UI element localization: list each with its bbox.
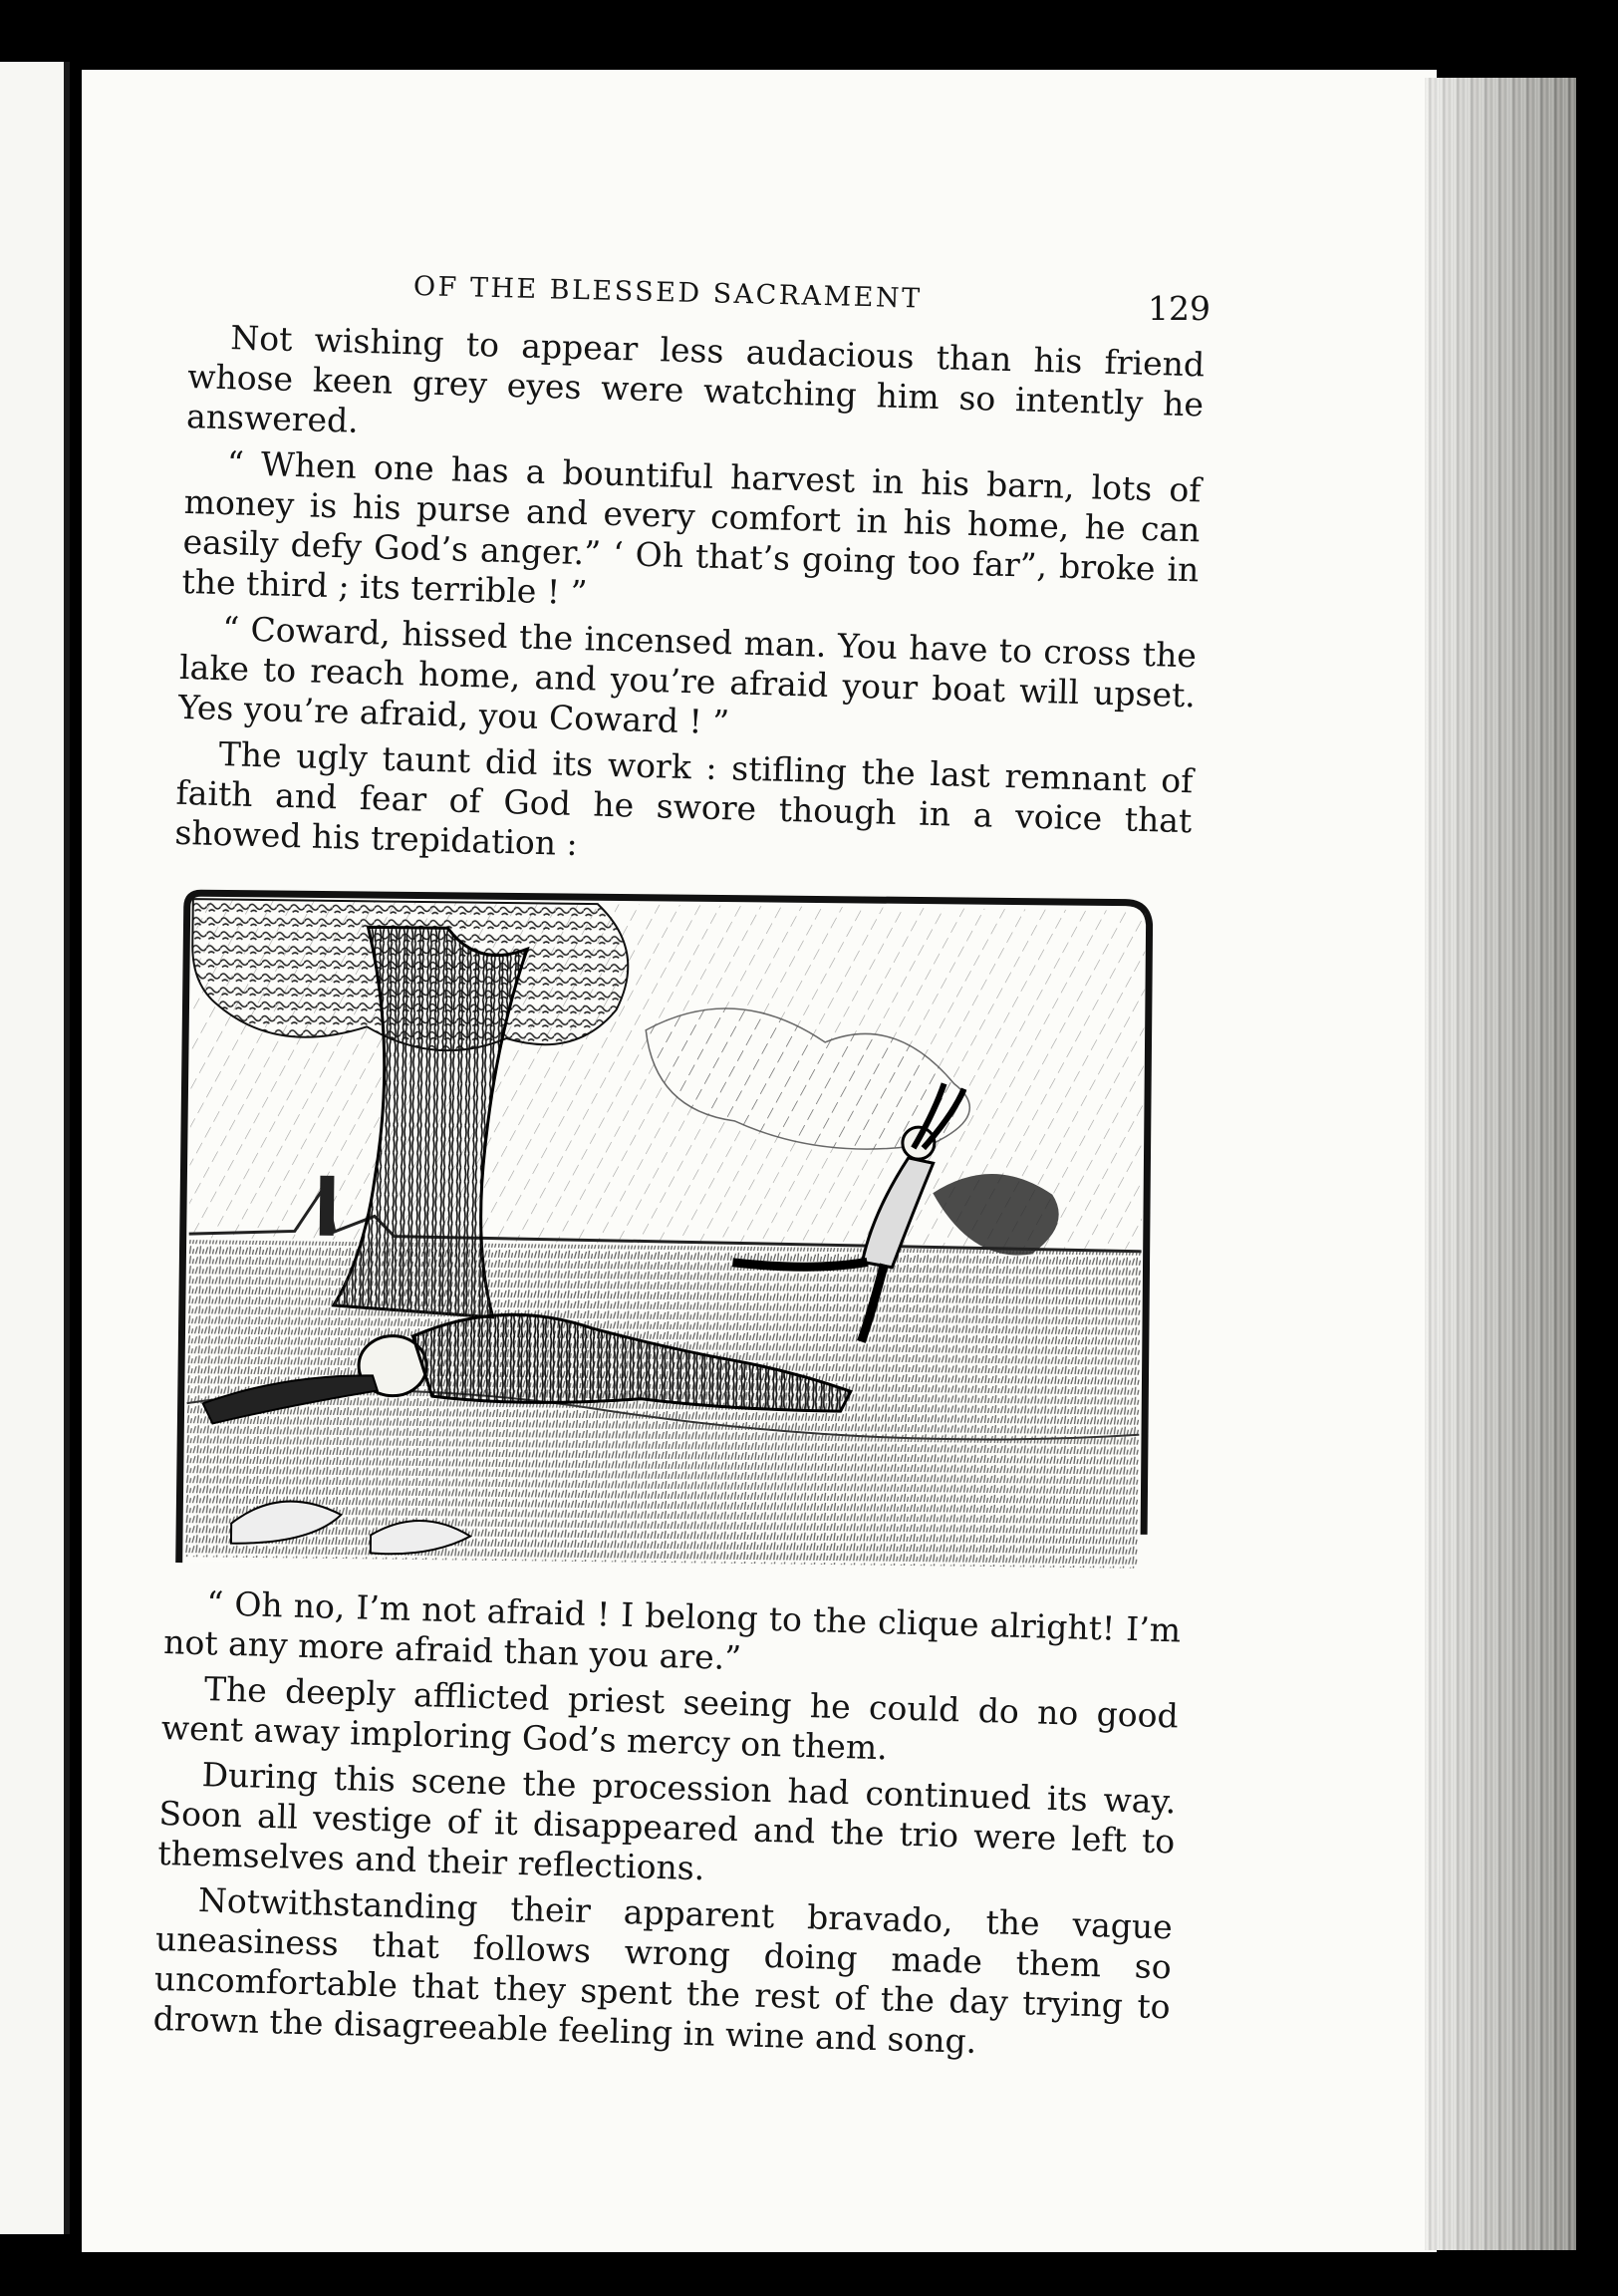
running-head-title: OF THE BLESSED SACRAMENT: [412, 271, 923, 315]
left-page-edge: [0, 62, 70, 2234]
page-number: 129: [1148, 289, 1211, 328]
paragraph: Not wishing to appear less audacious than his friend whose keen grey eyes were watching him so intently he answered.: [185, 318, 1206, 440]
paragraph: “ When one has a bountiful harvest in his barn, lots of money is his purse and every comfort in his home, he can easily defy God’s anger.” ‘ Oh that’s going too far”, broke in the third ; its terrible ! ”: [181, 443, 1203, 613]
paragraph: Notwithstanding their apparent bravado, the vague uneasiness that follows wrong doing made them so uncomfortable that they spent the rest of the day trying to drown the disagreeable feeling in wine and song.: [152, 1880, 1174, 2061]
paragraph: “ Oh no, I’m not afraid ! I belong to the clique alright! I’m not any more afraid than you are.”: [162, 1583, 1182, 1678]
paragraph: During this scene the procession had continued its way. Soon all vestige of it disappeared and the trio were left to themselves and their reflections.: [156, 1755, 1177, 1888]
paragraph: “ Coward, hissed the incensed man. You have to cross the lake to reach home, and you’re afraid your boat will upset. Yes you’re afraid, you Coward ! ”: [177, 609, 1198, 742]
text-block-bottom: [152, 1582, 1182, 2073]
page-block-edges: [1425, 78, 1576, 2250]
text-block-top: [174, 317, 1206, 887]
illustration-engraving: [171, 885, 1168, 1582]
engraving-icon: [171, 885, 1168, 1582]
paragraph: The ugly taunt did its work : stifling the last remnant of faith and fear of God he swore though in a voice that showed his trepidation :: [174, 734, 1194, 864]
paragraph: The deeply afflicted priest seeing he could do no good went away imploring God’s mercy on them.: [160, 1669, 1180, 1768]
